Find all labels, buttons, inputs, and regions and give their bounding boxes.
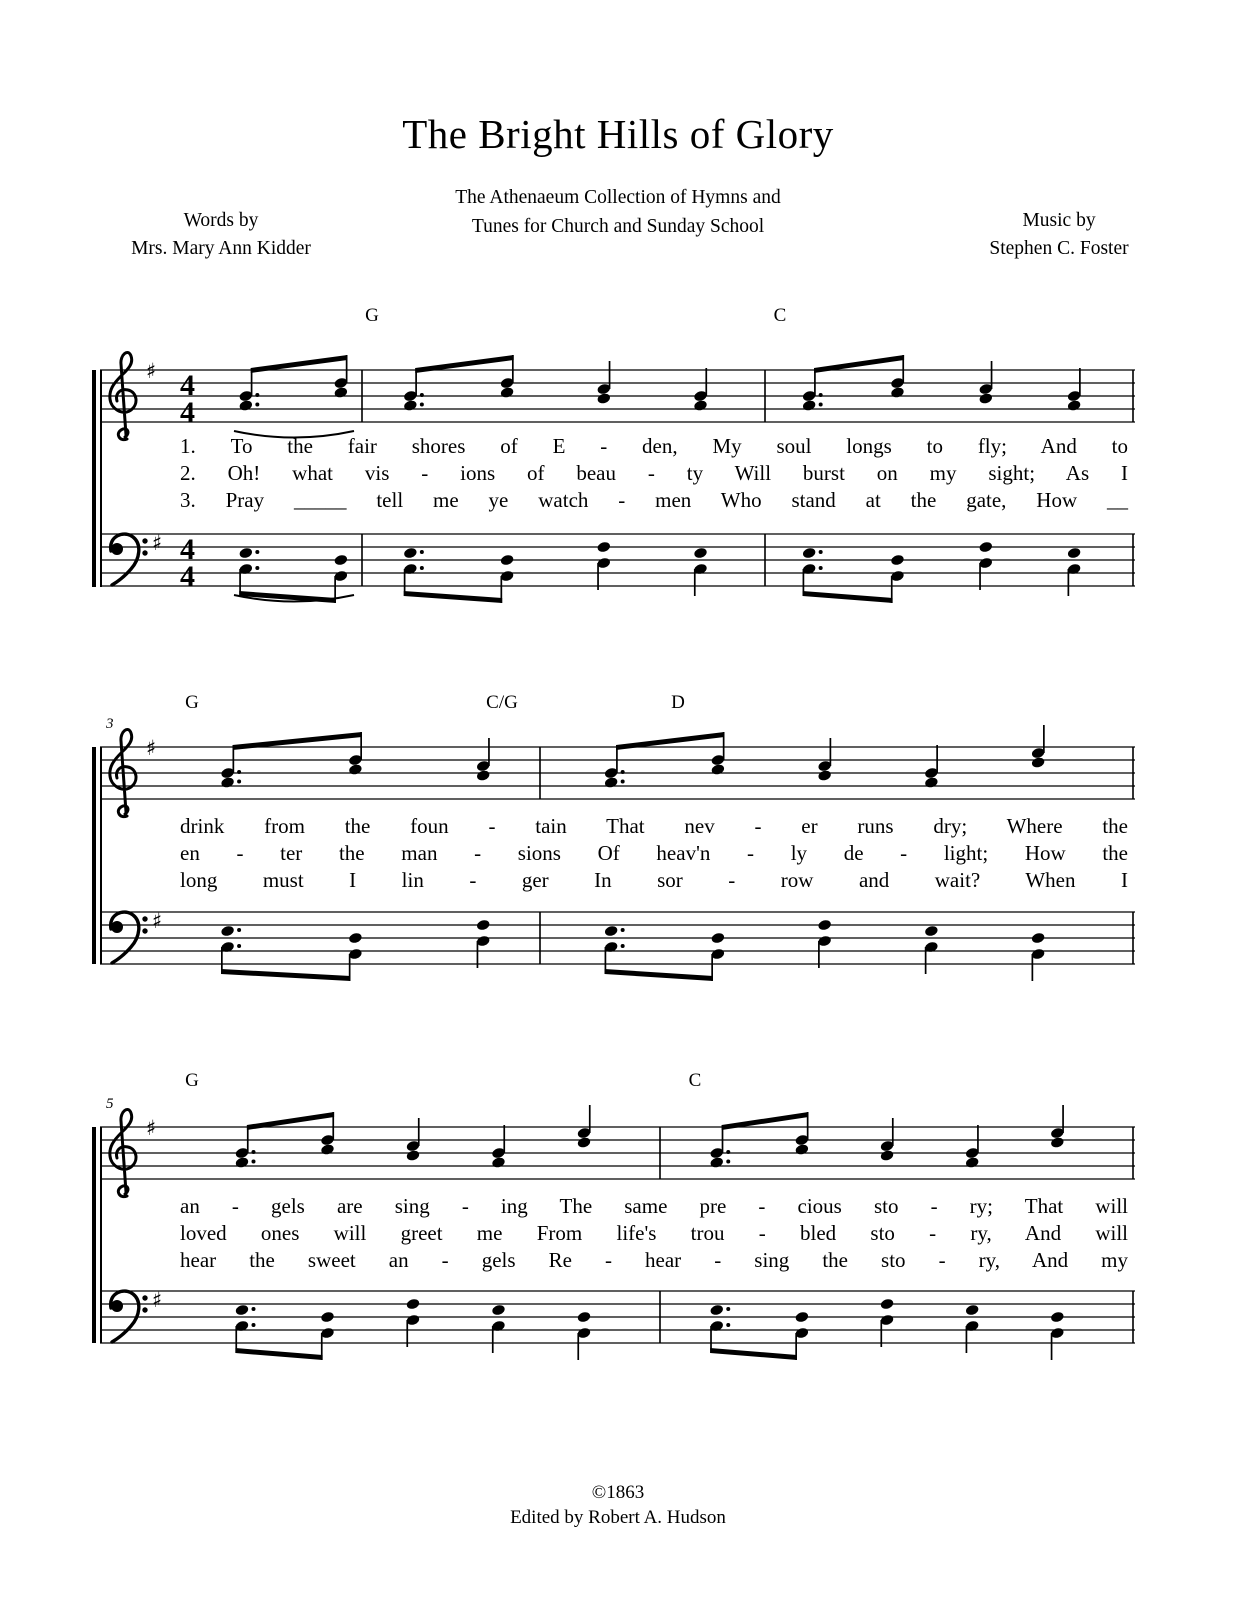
- chord-note: [476, 919, 491, 968]
- chord-note: [491, 1304, 506, 1353]
- chord-note: [235, 1304, 256, 1353]
- words-credit: [88, 207, 354, 263]
- chord-note: [348, 932, 363, 981]
- staff-lines: [100, 912, 1135, 964]
- chord-symbol: D: [671, 692, 685, 713]
- lyric-line: drink from the foun - tain That nev - er runs dry; Where the: [180, 814, 1128, 838]
- lyric-line: long must I lin - ger In sor - row and wait? When I: [180, 868, 1128, 892]
- chord-note: [924, 925, 939, 974]
- chord-note: [403, 547, 424, 596]
- beam: [221, 969, 351, 981]
- chord-note: [238, 547, 259, 596]
- chord-note: [596, 541, 611, 590]
- edited-by-line: Edited by Robert A. Hudson: [510, 1507, 726, 1528]
- chord-symbol: G: [185, 1070, 199, 1091]
- beam: [710, 1348, 797, 1360]
- chord-symbol: C: [688, 1070, 702, 1091]
- chord-symbol: C: [773, 305, 787, 326]
- subtitle-line-1: The Athenaeum Collection of Hymns and: [455, 187, 781, 208]
- system-bracket: [92, 1127, 96, 1343]
- composer-name: Stephen C. Foster: [989, 238, 1129, 259]
- system-bracket: [92, 370, 96, 587]
- lyricist-name: Mrs. Mary Ann Kidder: [131, 238, 311, 259]
- chord-note: [1031, 932, 1046, 981]
- page-title: The Bright Hills of Glory: [402, 111, 834, 157]
- chord-note: [924, 745, 939, 789]
- lyric-line: en - ter the man - sions Of heav'n - ly de - light; How the: [180, 841, 1128, 865]
- chord-note: [500, 355, 515, 399]
- system-bracket: [92, 747, 96, 964]
- chord-note: [710, 932, 725, 981]
- chord-note: [577, 1311, 592, 1360]
- chord-note: [500, 554, 515, 603]
- notation-glyph: 4: [180, 396, 195, 429]
- chord-note: [965, 1125, 980, 1169]
- chord-note: [693, 368, 708, 412]
- notation-glyph: ♯: [146, 1116, 157, 1140]
- chord-note: [1050, 1311, 1065, 1360]
- lyric-line: hear the sweet an - gels Re - hear - sing the sto - ry, And my: [180, 1248, 1128, 1272]
- chord-note: [709, 1304, 730, 1353]
- beam: [235, 1348, 322, 1360]
- notation-glyph: ♯: [146, 736, 157, 760]
- chord-note: [604, 745, 625, 789]
- chord-note: [1067, 547, 1082, 596]
- chord-note: [220, 925, 241, 974]
- bass-staff: [100, 500, 1135, 612]
- chord-note: [817, 919, 832, 968]
- chord-symbol: G: [185, 692, 199, 713]
- notation-glyph: 4: [180, 560, 195, 593]
- chord-note: [1067, 368, 1082, 412]
- words-by-label: Words by: [183, 210, 259, 231]
- copyright-line: ©1863: [591, 1482, 645, 1503]
- chord-note: [802, 547, 823, 596]
- treble-staff: [100, 713, 1135, 825]
- chord-note: [880, 1298, 895, 1347]
- chord-note: [709, 1125, 730, 1169]
- lyric-line: loved ones will greet me From life's trou - bled sto - ry, And will: [180, 1221, 1128, 1245]
- chord-note: [320, 1311, 335, 1360]
- chord-note: [403, 368, 424, 412]
- subtitle-line-2: Tunes for Church and Sunday School: [471, 216, 765, 237]
- staff-lines: [100, 370, 1135, 422]
- lyric-line: 2. Oh! what vis - ions of beau - ty Will burst on my sight; As I: [180, 461, 1128, 485]
- notation-glyph: 4: [180, 369, 195, 402]
- music-credit: [926, 207, 1192, 263]
- bass-staff: [100, 878, 1135, 990]
- measure-number: 5: [106, 1096, 114, 1112]
- chord-symbol: C/G: [486, 692, 518, 713]
- chord-note: [693, 547, 708, 596]
- beam: [404, 591, 502, 603]
- notation-glyph: ♯: [152, 531, 163, 555]
- treble-staff: [100, 1093, 1135, 1205]
- treble-staff: [100, 336, 1135, 448]
- beam: [605, 969, 713, 981]
- chord-note: [802, 368, 823, 412]
- chord-note: [238, 368, 259, 412]
- notation-glyph: ♯: [146, 359, 157, 383]
- chord-note: [794, 1311, 809, 1360]
- notation-glyph: ♯: [152, 1288, 163, 1312]
- notation-glyph: ♯: [152, 909, 163, 933]
- chord-note: [406, 1298, 421, 1347]
- lyric-line: 1. To the fair shores of E - den, My soul longs to fly; And to: [180, 434, 1128, 458]
- chord-note: [604, 925, 625, 974]
- lyric-line: an - gels are sing - ing The same pre - cious sto - ry; That will: [180, 1194, 1128, 1218]
- chord-note: [220, 745, 241, 789]
- beam: [803, 591, 893, 603]
- chord-note: [978, 541, 993, 590]
- chord-note: [965, 1304, 980, 1353]
- notation-glyph: 4: [180, 533, 195, 566]
- bass-staff: [100, 1257, 1135, 1369]
- chord-symbol: G: [365, 305, 379, 326]
- lyric-line: 3. Pray _____ tell me ye watch - men Who stand at the gate, How __: [180, 488, 1128, 512]
- chord-note: [491, 1125, 506, 1169]
- chord-note: [235, 1125, 256, 1169]
- chord-note: [710, 732, 725, 776]
- staff-lines: [100, 1291, 1135, 1343]
- chord-note: [348, 732, 363, 776]
- chord-note: [890, 554, 905, 603]
- measure-number: 3: [106, 716, 114, 732]
- music-by-label: Music by: [1022, 210, 1096, 231]
- staff-lines: [100, 1127, 1135, 1179]
